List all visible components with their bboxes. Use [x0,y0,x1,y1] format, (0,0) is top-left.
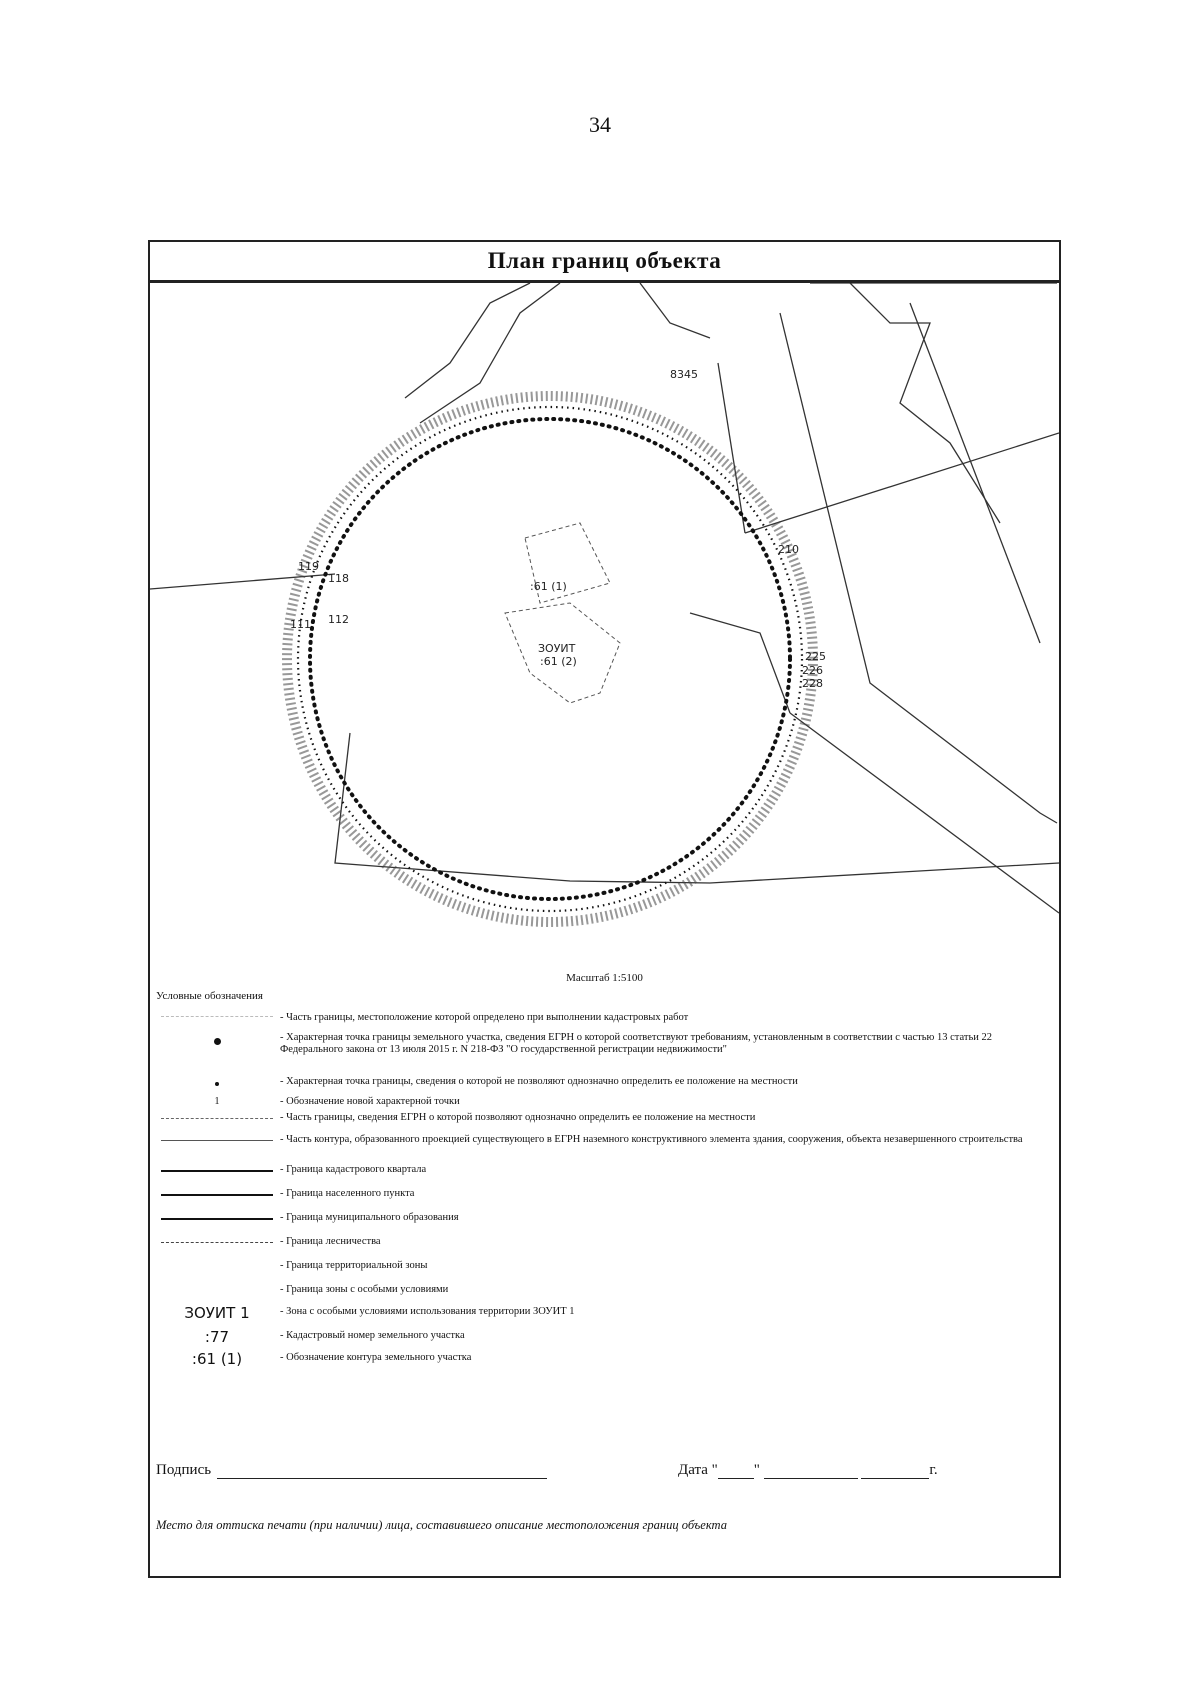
signature-line [217,1464,547,1479]
stamp-note: Место для оттиска печати (при наличии) лица, составившего описание местоположения границ объекта [156,1518,727,1532]
date-day-line [718,1464,754,1479]
legend-thin-line-symbol [161,1140,273,1141]
legend-dash-line-symbol [161,1016,273,1017]
legend-text: - Характерная точка границы земельного участка, сведения ЕГРН о которой соответствуют требованиям, установленным в соответствии с частью 13 статьи 22 Федерального закона от 13 июля 2015 г. N 218-ФЗ "О государственной регистрации недвижимости" [280,1032,992,1055]
legend-text: - Часть контура, образованного проекцией существующего в ЕГРН наземного конструктивного элемента здания, сооружения, объекта незавершенного строительства [280,1134,1023,1145]
signature-label: Подпись [156,1462,212,1478]
point-225-label: 225 [805,650,826,663]
legend-contour-symbol: :61 (1) [191,1350,243,1368]
date-field [678,1462,938,1479]
legend-zone-symbol: ЗОУИТ 1 [184,1304,250,1322]
date-suffix: г. [929,1462,938,1478]
point-118-label: 118 [328,572,349,585]
legend-text: - Кадастровый номер земельного участка [280,1330,465,1341]
scale-label: Масштаб 1:5100 [566,972,643,984]
cadastral-lines [150,283,1059,913]
legend-small-dot-symbol [215,1082,219,1086]
signature-field [156,1462,547,1479]
legend-thin-dash-symbol [161,1118,273,1119]
date-month-line [764,1464,858,1479]
legend-text: - Граница территориальной зоны [280,1260,428,1271]
legend-bold-line-symbol [161,1218,273,1220]
plan-frame [148,240,1061,1578]
point-8345-label: 8345 [670,368,698,381]
parcel-2-label: :61 (2) [540,655,577,668]
parcel-1-label: :61 (1) [530,580,567,593]
boundary-map [150,283,1059,975]
legend-text: - Граница кадастрового квартала [280,1164,427,1175]
parcel-contours [505,523,620,703]
legend-text: - Граница населенного пункта [280,1188,415,1199]
legend-bold-line-symbol [161,1194,273,1196]
zone-label: ЗОУИТ [538,642,576,655]
legend-text: - Граница зоны с особыми условиями [280,1284,449,1295]
legend-text: - Обозначение новой характерной точки [280,1096,460,1107]
legend-heading: Условные обозначения [156,990,263,1002]
legend-new-point-symbol: 1 [214,1096,220,1107]
legend-text: - Характерная точка границы, сведения о которой не позволяют однозначно определить ее положение на местности [280,1076,798,1087]
legend-text: - Граница лесничества [280,1236,381,1247]
point-111-label: 111 [290,618,311,631]
legend-text: - Часть границы, местоположение которой определено при выполнении кадастровых работ [280,1012,689,1023]
legend-text: - Часть границы, сведения ЕГРН о которой позволяют однозначно определить ее положение на местности [280,1112,756,1123]
date-year-line [861,1464,929,1479]
point-112-label: 112 [328,613,349,626]
legend-text: - Обозначение контура земельного участка [280,1352,472,1363]
legend-text: - Граница муниципального образования [280,1212,459,1223]
legend-big-dot-symbol [214,1038,221,1045]
legend-text: - Зона с особыми условиями использования территории ЗОУИТ 1 [280,1306,575,1317]
point-119-label: 119 [298,560,319,573]
date-label: Дата " [678,1462,718,1478]
point-226-label: 226 [802,664,823,677]
plan-title: План границ объекта [150,242,1059,283]
legend-bold-line-symbol [161,1170,273,1172]
legend-dash-dot-symbol [161,1242,273,1243]
point-210-label: 210 [778,543,799,556]
legend-cadastral-number-symbol: :77 [204,1328,230,1346]
page-number: 34 [589,112,611,137]
point-228-label: 228 [802,677,823,690]
date-quote: " [753,1462,760,1478]
